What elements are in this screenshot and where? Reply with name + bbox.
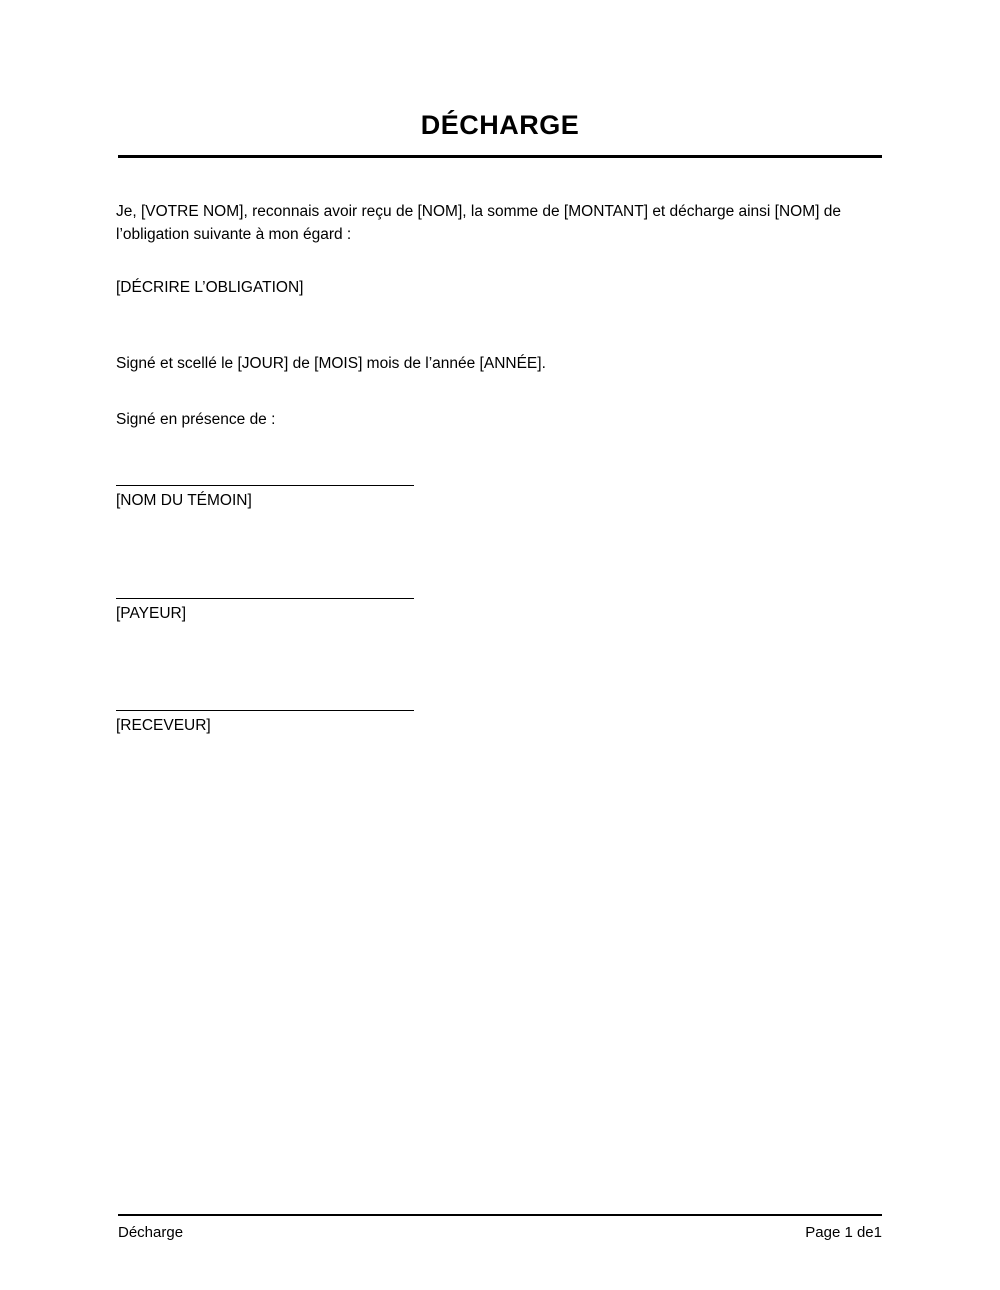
paragraph-signed-sealed: Signé et scellé le [JOUR] de [MOIS] mois de l’année [ANNÉE].: [116, 355, 546, 372]
signature-line: [116, 598, 414, 599]
footer-document-name: Décharge: [118, 1224, 184, 1241]
page-footer: [118, 1224, 882, 1241]
signature-block-receiver: [116, 710, 516, 736]
signature-label-receiver: [RECEVEUR]: [116, 717, 211, 734]
footer-page-number: Page 1 de1: [805, 1224, 882, 1241]
footer-divider: [118, 1214, 882, 1216]
signature-label-payer: [PAYEUR]: [116, 605, 187, 622]
page-title: DÉCHARGE: [420, 110, 580, 140]
signature-block-payer: [116, 598, 516, 624]
signature-label-witness: [NOM DU TÉMOIN]: [116, 492, 252, 509]
paragraph-intro: Je, [VOTRE NOM], reconnais avoir reçu de [NOM], la somme de [MONTANT] et décharge ainsi [NOM] de l’obligation suivante à mon égard :: [116, 203, 841, 243]
signature-line: [116, 710, 414, 711]
paragraph-witness-intro: Signé en présence de :: [116, 411, 276, 428]
signature-block-witness: [116, 485, 516, 511]
paragraph-obligation-placeholder: [DÉCRIRE L’OBLIGATION]: [116, 279, 304, 296]
title-divider: [118, 155, 882, 158]
signature-line: [116, 485, 414, 486]
